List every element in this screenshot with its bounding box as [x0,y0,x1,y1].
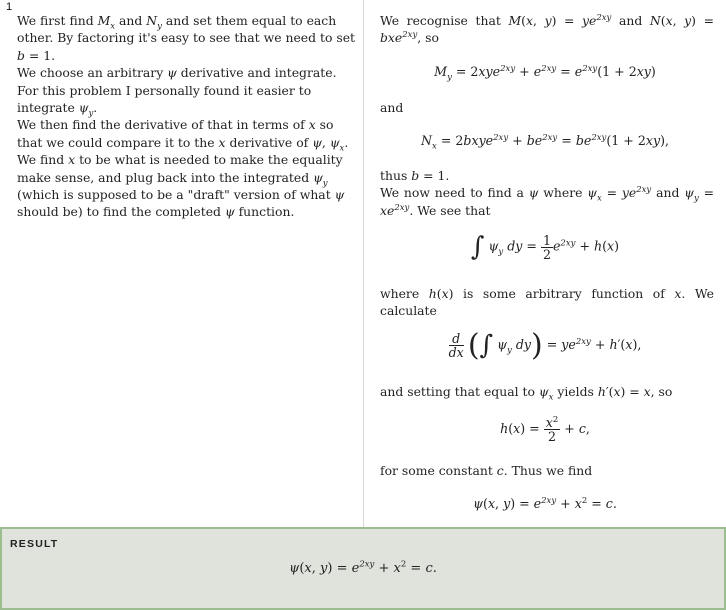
equation-derivative: $\frac{d}{dx}$ (∫ $\psi_y$ $dy) = ye^{2xy} + h'(x)$, [448,328,642,363]
result-box [0,527,726,610]
equation-Nx: $N_x$ = 2bxye$^{2xy}$ + $be^{2xy} = be^{2xy}(1 + 2xy)$, [421,132,669,152]
explanation-paragraph-1: We first find $M_x$ and $N_y$ and set them equal to each other. By factoring it's easy to see that we need to set b = 1. [17,13,356,63]
derivation-middle [380,167,714,219]
equation-psi: ψ(x, $y) = e^{2xy} + x^2 = c$. [473,495,617,511]
word-and-1: and [380,100,404,115]
equation-integral: ∫ $\psi_y$ dy = $\frac{1}{2}$ $e^{2xy} + h(x)$ [470,232,620,262]
explanation-column [1,0,364,527]
result-label: RESULT [10,538,59,550]
explanation-paragraph-3: We then find the derivative of that in terms of x so that we could compare it to the x derivative of ψ, $\psi_x$. [17,117,349,154]
result-equation: ψ(x, $y) = e^{2xy} + x^2 = c$. [289,559,437,576]
derivation-column [364,0,726,527]
where-h: where h(x) is some arbitrary function of x. We calculate [380,286,714,319]
derivation-intro-1: We recognise that M(x, $y) = ye^{2xy}$ and N(x, y) = bxe$^{2xy}$, so [380,12,715,46]
step-number: 1 [6,1,13,13]
setting-equal: and setting that equal to $\psi_x$ yields h′(x) = x, so [380,384,673,403]
for-constant: for some constant c. Thus we find [380,463,593,478]
explanation-paragraph-4: We find x to be what is needed to make the equality make sense, and plug back into the integrated $\psi_y$ (which is supposed to be a "draft" version of what ψ should be) to find the completed ψ function. [17,152,345,220]
explanation-paragraph-2: We choose an arbitrary ψ derivative and integrate. For this problem I personally found it easier to integrate $\psi_y$. [17,65,337,119]
explanation-text [17,12,357,221]
equation-My: $M_y = 2xye^{2xy} + e^{2xy} = e^{2xy}(1 + 2xy)$ [434,63,656,83]
derivation-intro [380,12,714,47]
thus-b: thus b = 1. [380,168,450,183]
now-need: We now need to find a ψ where $\psi_x = ye^{2xy}$ and $\psi_y = xe^{2xy}$. We see that [380,185,714,218]
equation-h: h(x) = $\frac{x^2}{2}$ + c, [500,414,590,444]
